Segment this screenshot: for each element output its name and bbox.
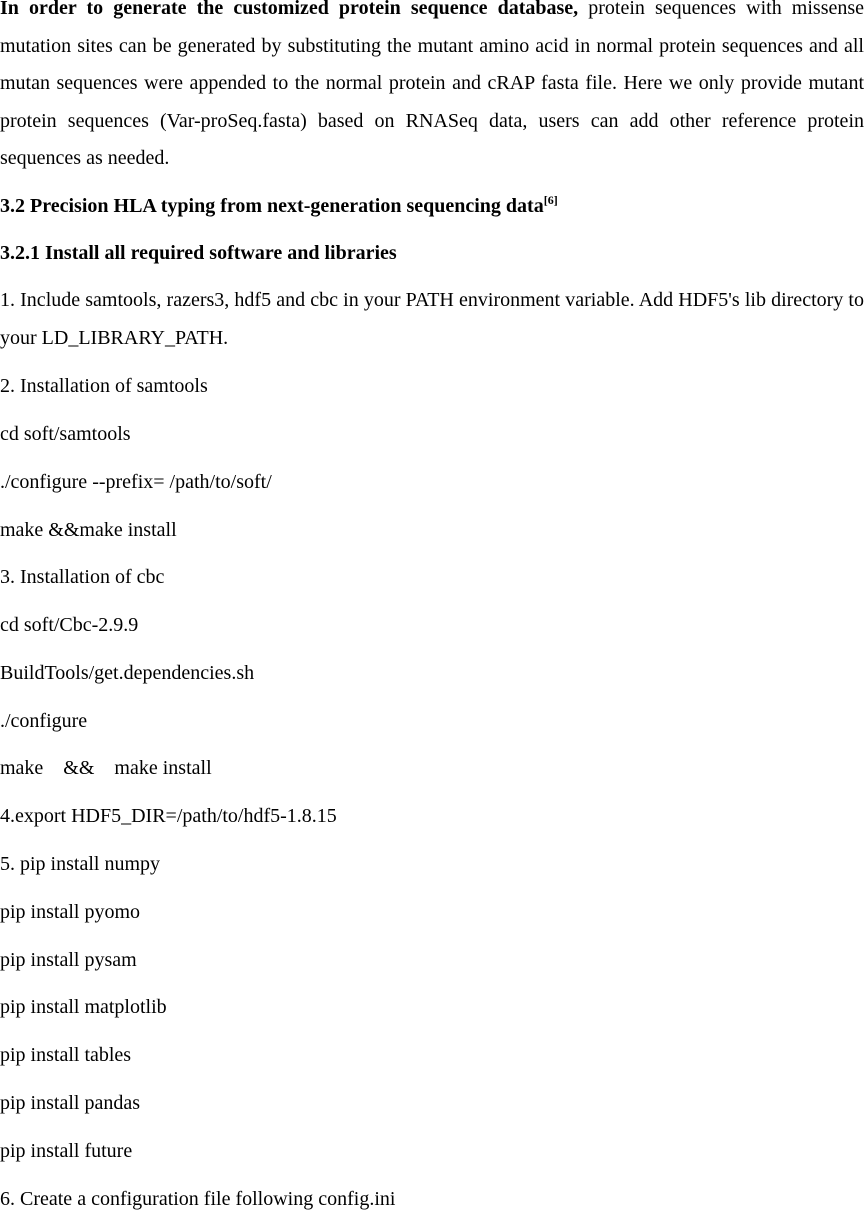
- intro-body: protein sequences with missense mutation sites can be generated by substituting the mutant amino acid in normal protein sequences and all mutan sequences were appended to the normal protein and cRAP fasta file. Here we only provide mutant protein sequences (Var-proSeq.fasta) based on RNASeq data, users can add other reference protein sequences as needed.: [0, 0, 864, 169]
- section-heading-3-2: 3.2 Precision HLA typing from next-generation sequencing data[6]: [0, 193, 558, 217]
- step3-line: 3. Installation of cbc: [0, 566, 165, 588]
- command-line: BuildTools/get.dependencies.sh: [0, 662, 255, 684]
- command-line: cd soft/samtools: [0, 423, 131, 445]
- intro-bold-lead: In order to generate the customized protein sequence database,: [0, 0, 579, 19]
- command-line: pip install pandas: [0, 1092, 140, 1114]
- command-line: cd soft/Cbc-2.9.9: [0, 614, 139, 636]
- intro-paragraph: [0, 0, 864, 178]
- section-heading-3-2-1: 3.2.1 Install all required software and libraries: [0, 242, 397, 264]
- command-line: ./configure: [0, 710, 88, 732]
- command-line: pip install tables: [0, 1044, 132, 1066]
- command-line: pip install matplotlib: [0, 996, 167, 1018]
- step1-paragraph: 1. Include samtools, razers3, hdf5 and cbc in your PATH environment variable. Add HDF5's lib directory to your LD_LIBRARY_PATH.: [0, 289, 864, 349]
- command-line: pip install pyomo: [0, 901, 140, 923]
- step5-line: 5. pip install numpy: [0, 853, 160, 875]
- command-line: make &&make install: [0, 519, 177, 541]
- command-line: pip install pysam: [0, 949, 137, 971]
- citation-ref: [6]: [543, 193, 558, 207]
- step4-line: 4.export HDF5_DIR=/path/to/hdf5-1.8.15: [0, 805, 337, 827]
- command-line: pip install future: [0, 1140, 133, 1162]
- step6-line: 6. Create a configuration file following config.ini: [0, 1188, 396, 1210]
- step2-line: 2. Installation of samtools: [0, 375, 208, 397]
- command-line: ./configure --prefix= /path/to/soft/: [0, 471, 272, 493]
- command-line: make && make install: [0, 757, 212, 779]
